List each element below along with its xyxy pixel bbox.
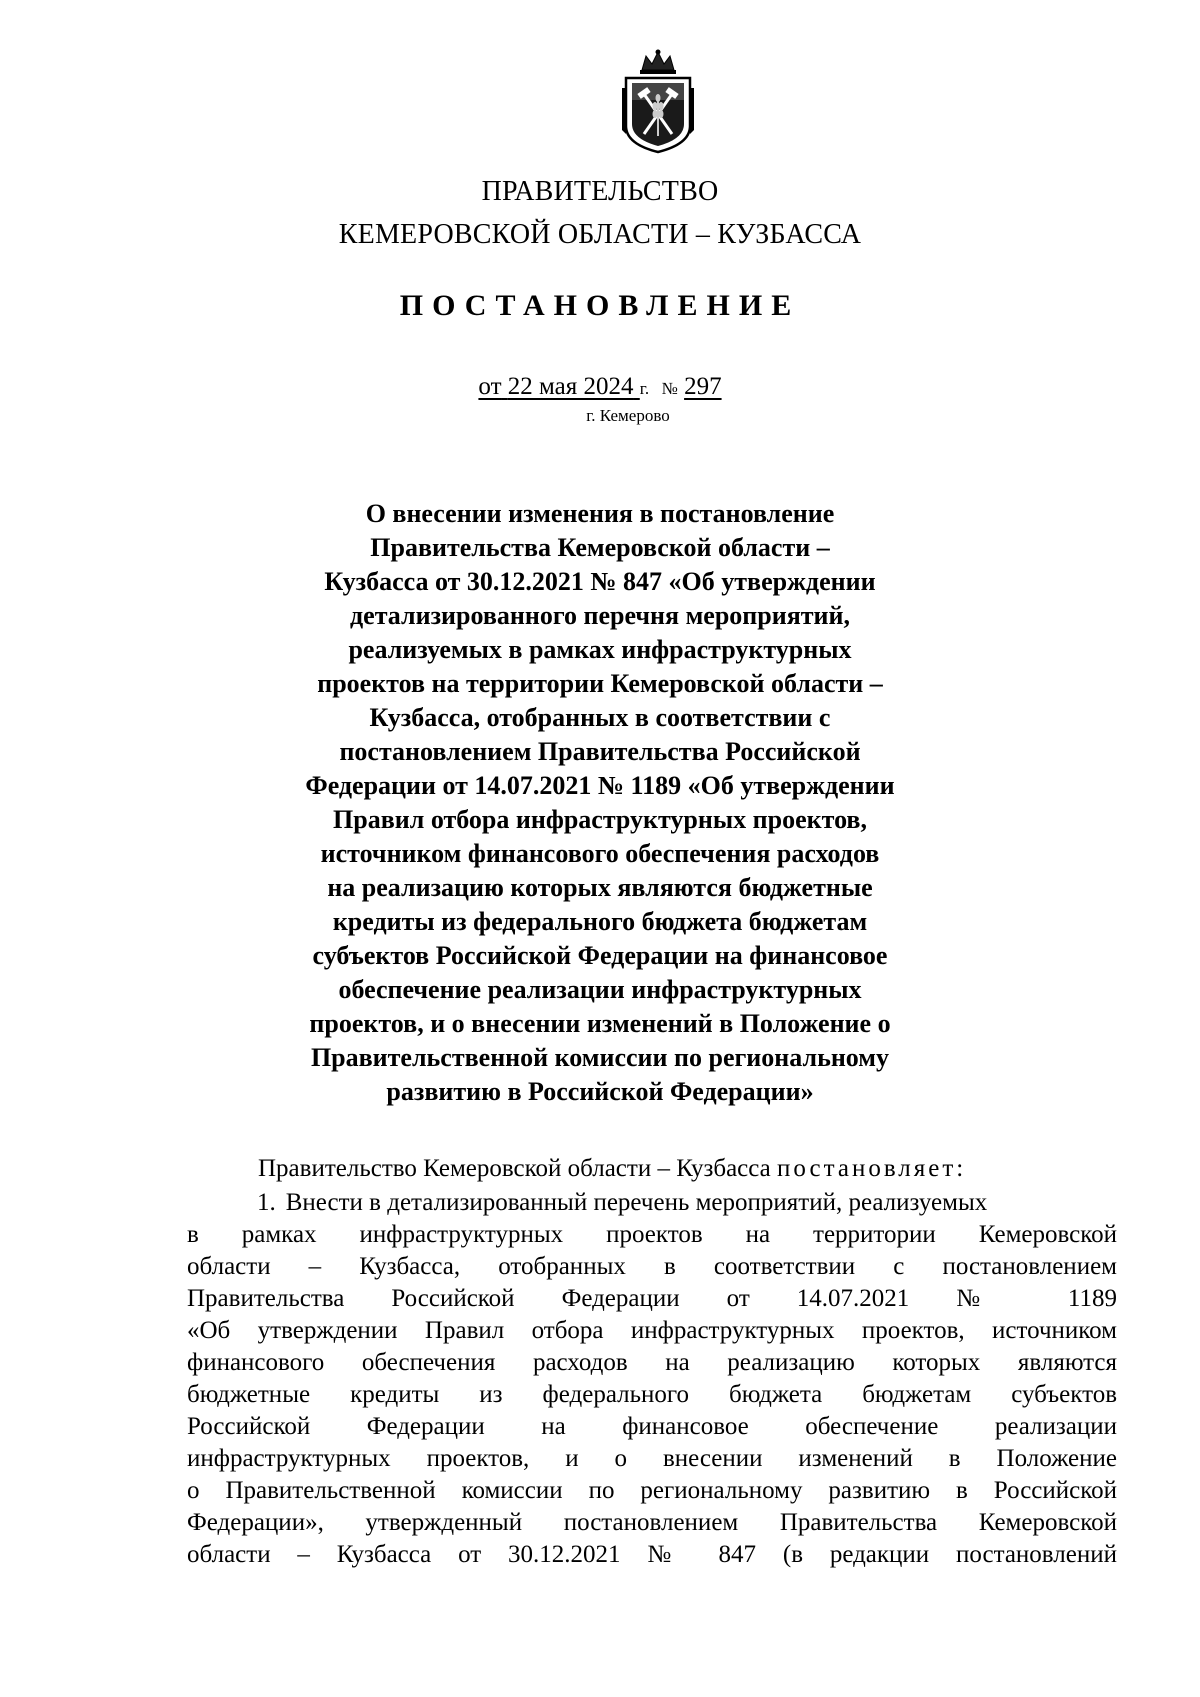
title-line: проектов на территории Кемеровской области – bbox=[317, 669, 883, 698]
government-name-line2: КЕМЕРОВСКОЙ ОБЛАСТИ – КУЗБАССА bbox=[338, 219, 862, 250]
year-suffix: г. bbox=[639, 379, 650, 398]
body-line: «Об утверждении Правил отбора инфраструктурных проектов, источником bbox=[187, 1317, 1117, 1344]
body-line: Правительства Российской Федерации от 14.07.2021 № 1189 bbox=[187, 1285, 1117, 1312]
body-paragraph-1 bbox=[187, 1187, 1117, 1571]
title-line: Федерации от 14.07.2021 № 1189 «Об утверждении bbox=[305, 771, 895, 800]
title-line: проектов, и о внесении изменений в Положение о bbox=[309, 1009, 891, 1038]
body-line: финансового обеспечения расходов на реализацию которых являются bbox=[187, 1349, 1117, 1376]
title-line: Кузбасса от 30.12.2021 № 847 «Об утверждении bbox=[324, 567, 876, 596]
title-line: Правительства Кемеровской области – bbox=[370, 533, 830, 562]
body-line: бюджетные кредиты из федерального бюджета бюджетам субъектов bbox=[187, 1381, 1117, 1408]
preamble bbox=[258, 1153, 966, 1185]
title-line: Правил отбора инфраструктурных проектов, bbox=[333, 805, 867, 834]
kemerovo-region-coat-of-arms-icon bbox=[620, 48, 696, 154]
title-line: Правительственной комиссии по региональному bbox=[310, 1043, 890, 1072]
body-line: в рамках инфраструктурных проектов на территории Кемеровской bbox=[187, 1221, 1117, 1248]
item-first-line: Внести в детализированный перечень мероприятий, реализуемых bbox=[285, 1189, 988, 1216]
item-number: 1. bbox=[257, 1189, 276, 1216]
title-line: детализированного перечня мероприятий, bbox=[350, 601, 850, 630]
body-line bbox=[187, 1187, 1117, 1219]
title-line: на реализацию которых являются бюджетные bbox=[327, 873, 873, 902]
body-line: области – Кузбасса от 30.12.2021 № 847 (в редакции постановлений bbox=[187, 1541, 1117, 1568]
title-line: реализуемых в рамках инфраструктурных bbox=[348, 635, 852, 664]
body-line: области – Кузбасса, отобранных в соответствии с постановлением bbox=[187, 1253, 1117, 1280]
number-sign: № bbox=[661, 379, 678, 398]
title-line: О внесении изменения в постановление bbox=[365, 499, 835, 528]
document-number: 297 bbox=[684, 373, 722, 400]
title-line: Кузбасса, отобранных в соответствии с bbox=[369, 703, 831, 732]
document-date-number bbox=[0, 372, 1200, 404]
preamble-text: Правительство Кемеровской области – Кузбасса bbox=[258, 1155, 771, 1182]
preamble-verb: постановляет: bbox=[777, 1155, 967, 1182]
title-line: кредиты из федерального бюджета бюджетам bbox=[332, 907, 868, 936]
body-line: инфраструктурных проектов, и о внесении изменений в Положение bbox=[187, 1445, 1117, 1472]
body-line: Федерации», утвержденный постановлением Правительства Кемеровской bbox=[187, 1509, 1117, 1536]
title-line: источником финансового обеспечения расходов bbox=[320, 839, 880, 868]
document-type-heading: ПОСТАНОВЛЕНИЕ bbox=[399, 289, 801, 322]
document-title bbox=[300, 497, 900, 1109]
title-line: субъектов Российской Федерации на финансовое bbox=[312, 941, 888, 970]
government-name-line1: ПРАВИТЕЛЬСТВО bbox=[481, 176, 719, 207]
title-line: постановлением Правительства Российской bbox=[339, 737, 861, 766]
date-prefix: от bbox=[478, 373, 502, 400]
title-line: развитию в Российской Федерации» bbox=[386, 1077, 814, 1106]
document-date: 22 мая 2024 bbox=[507, 373, 634, 400]
body-line: о Правительственной комиссии по региональному развитию в Российской bbox=[187, 1477, 1117, 1504]
body-line: Российской Федерации на финансовое обеспечение реализации bbox=[187, 1413, 1117, 1440]
title-line: обеспечение реализации инфраструктурных bbox=[338, 975, 862, 1004]
document-city: г. Кемерово bbox=[586, 406, 670, 425]
